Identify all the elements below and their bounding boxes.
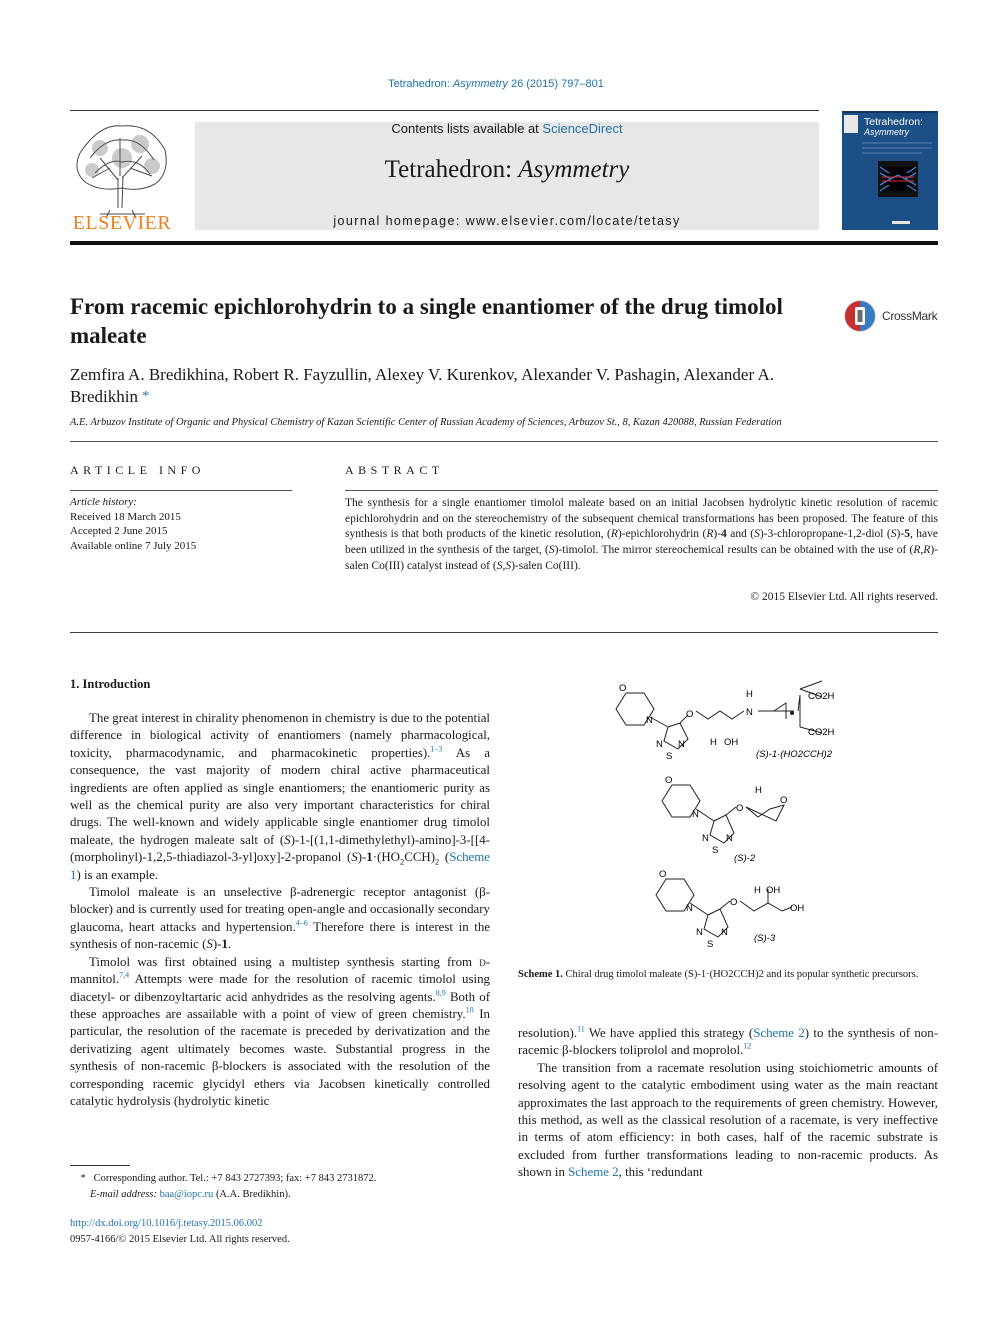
compound2-ring-N: N — [702, 833, 709, 844]
journal-cover[interactable] — [842, 111, 938, 230]
paper-title: From racemic epichlorohydrin to a single enantiomer of the drug timolol maleate — [70, 294, 783, 348]
corresponding-author-note: Corresponding author. Tel.: +7 843 2727393; fax: +7 843 2731872. — [93, 1173, 377, 1184]
journal-title — [195, 156, 819, 184]
compound2-atom-N: N — [692, 809, 699, 820]
author-list — [70, 364, 830, 408]
email-link[interactable]: baa@iopc.ru — [159, 1188, 214, 1200]
corresponding-author-mark[interactable]: * — [142, 389, 150, 404]
cover-title: Tetrahedron: — [864, 116, 923, 128]
compound1-nh-N: N — [746, 707, 753, 718]
compound2-epoxide-O: O — [780, 795, 788, 806]
compound1-ring-N: N — [656, 739, 663, 750]
body-rule — [70, 632, 938, 633]
elsevier-logo — [70, 118, 174, 236]
compound2-atom-O: O — [665, 775, 673, 786]
article-info-rule — [70, 490, 292, 491]
online-date: Available online 7 July 2015 — [70, 539, 197, 552]
article-history — [70, 495, 300, 553]
co2h-top-label: CO2H — [808, 691, 835, 702]
sciencedirect-link[interactable]: ScienceDirect — [542, 121, 623, 136]
compound2-atom-H: H — [755, 785, 762, 796]
intro-paragraph: The great interest in chirality phenomenon in chemistry is due to the potential difference in biological activity of enantiomers (namely pharmacological, toxicity, pharmacodynamic, and pharmacokinetic properties).$^{1-3}$ As a consequence, the vast majority of modern chiral active pharmaceutical ingredients are often applied as single enantiomers; the enantiomeric purity as well as the chemical purity are also very important characteristics for chiral drugs. The well-known and widely applicable single enantiomer drug timolol maleate, the hydrogen maleate salt of (S)-1-[(1,1-dimethylethyl)-amino]-3-[[4-(morpholinyl)-1,2,5-thiadiazol-3-yl]oxy]-2-propanol $(S)-1\cdot(HO_2CCH)_2$ (Scheme 1) is an example. — [70, 711, 490, 882]
body-paragraph: resolution).$^{11}$ We have applied this strategy (Scheme 2) to the synthesis of non-racemic β-blockers toliprolol and moprolol.$^{12}$ — [518, 1024, 938, 1058]
compound2-ether-O: O — [736, 803, 744, 814]
section-heading-introduction: 1. Introduction — [70, 677, 151, 691]
compound1-atom-H: H — [710, 737, 717, 748]
compound3-atom-S: S — [707, 939, 714, 950]
abstract-copyright: © 2015 Elsevier Ltd. All rights reserved. — [750, 591, 938, 603]
journal-citation[interactable] — [0, 78, 992, 90]
compound3-ring-N2: N — [721, 927, 728, 938]
intro-paragraph: Timolol maleate is an unselective β-adrenergic receptor antagonist (β-blocker) and is currently used for treating open-angle and occasionally secondary glaucoma, heart attacks and hypertension.$^{4-6}$ Therefore there is interest in the synthesis of non-racemic (S)-1. — [70, 885, 490, 952]
compound2-label: (S)-2 — [734, 853, 756, 864]
compound3-atom-O: O — [659, 869, 667, 880]
elsevier-wordmark: ELSEVIER — [72, 212, 172, 234]
compound3-label: (S)-3 — [754, 933, 776, 944]
received-date: Received 18 March 2015 — [70, 510, 181, 523]
crossmark-label: CrossMark — [882, 309, 938, 323]
compound1-ether-O: O — [686, 709, 694, 720]
email-label: E-mail address: — [90, 1188, 157, 1200]
crossmark-icon — [843, 298, 879, 334]
footnote-rule — [70, 1165, 130, 1166]
journal-name: Tetrahedron: — [384, 156, 519, 183]
affiliation: A.E. Arbuzov Institute of Organic and Physical Chemistry of Kazan Scientific Center of Russian Academy of Sciences, Arbuzov St., 8, Kazan 420088, Russian Federation — [70, 417, 782, 428]
compound1-atom-S: S — [666, 751, 673, 762]
right-column-text — [518, 1025, 938, 1182]
compound3-terminal-OH: OH — [790, 903, 805, 914]
journal-homepage — [195, 214, 819, 228]
compound3-atom-OH: OH — [766, 885, 781, 896]
abstract-body: The synthesis for a single enantiomer timolol maleate based on an initial Jacobsen hydrolytic kinetic resolution of racemic epichlorohydrin and on the stereochemistry of the subsequent chemical transformations has been proposed. The feature of this synthesis is that both products of the kinetic resolution, (R)-epichlorohydrin (R)-4 and (S)-3-chloropropane-1,2-diol (S)-5, have been utilized in the synthesis of the target, (S)-timolol. The mirror stereochemical results can be obtained with the use of (R,R)-salen Co(III) catalyst instead of (S,S)-salen Co(III). — [345, 497, 938, 572]
compound1-atom-OH: OH — [724, 737, 739, 748]
email-owner: (A.A. Bredikhin). — [215, 1188, 291, 1200]
compound1-label: (S)-1·(HO2CCH)2 — [756, 749, 832, 760]
compound3-atom-N: N — [686, 903, 693, 914]
compound2-ring-N2: N — [726, 833, 733, 844]
compound1-atom-N: N — [646, 715, 653, 726]
abstract-heading: ABSTRACT — [345, 463, 444, 477]
contents-line — [195, 121, 819, 136]
compound1-ring-N2: N — [678, 739, 685, 750]
citation-volume-pages[interactable]: 26 (2015) 797–801 — [507, 78, 604, 90]
intro-paragraph: Timolol was first obtained using a multistep synthesis starting from d-mannitol.$^{7,4}$ Attempts were made for the resolution of racemic timolol using diacetyl- or dibenzoyltartaric acid anhydrides as the resolving agents.$^{8,9}$ Both of these approaches are assailable with a point of view of green chemistry.$^{10}$ In particular, the resolution of the racemate is preceded by derivatization and the derivatizing agent ultimately becomes waste. Substantial progress in the synthesis of non-racemic β-blockers is associated with the resolution of the corresponding racemic glycidyl ethers via Jacobsen kinetically controlled catalytic hydrolysis (hydrolytic kinetic — [70, 954, 490, 1108]
affiliation-rule — [70, 441, 938, 442]
compound1-nh-H: H — [746, 689, 753, 700]
article-info-heading: ARTICLE INFO — [70, 463, 205, 477]
authors-text: Zemfira A. Bredikhina, Robert R. Fayzullin, Alexey V. Kurenkov, Alexander V. Pashagin, Alexander A. Bredikhin — [70, 365, 774, 406]
journal-name-italic: Asymmetry — [518, 156, 630, 183]
issn-copyright: 0957-4166/© 2015 Elsevier Ltd. All rights reserved. — [70, 1233, 290, 1245]
doi-block — [70, 1216, 500, 1247]
compound1-atom-O: O — [619, 683, 627, 694]
co2h-bottom-label: CO2H — [808, 727, 835, 738]
footnote: * Corresponding author. Tel.: +7 843 2727393; fax: +7 843 2731872. E-mail address: baa@iopc.ru (A.A. Bredikhin). — [70, 1173, 377, 1200]
homepage-prefix: journal homepage: — [333, 214, 466, 228]
body-paragraph: The transition from a racemate resolution using stoichiometric amounts of resolving agent to the catalytic embodiment using water as the main reactant approximates the last approach to the requirements of green chemistry. However, this method, as well as the classical resolution of a racemate, is very ineffective in terms of atom efficiency: in both cases, half of the racemic substrate is excluded from further transformations leading to non-racemic products. As shown in Scheme 2, this ‘redundant — [518, 1060, 938, 1180]
cover-subtitle: Asymmetry — [864, 127, 909, 138]
left-column-text — [70, 710, 490, 1110]
scheme-1-figure — [518, 675, 938, 960]
scheme-1-caption — [518, 968, 938, 983]
header-rule — [70, 110, 819, 111]
scheme-caption-label: Scheme 1. — [518, 969, 563, 980]
compound3-ring-N: N — [696, 927, 703, 938]
crossmark-badge[interactable] — [843, 298, 943, 334]
homepage-url[interactable]: www.elsevier.com/locate/tetasy — [465, 214, 681, 228]
compound3-ether-O: O — [730, 897, 738, 908]
scheme-caption-text: Chiral drug timolol maleate (S)-1·(HO2CCH)2 and its popular synthetic precursors. — [562, 969, 919, 980]
citation-journal-italic[interactable]: Asymmetry — [452, 78, 508, 90]
compound3-atom-H: H — [754, 885, 761, 896]
compound2-atom-S: S — [712, 845, 719, 856]
history-label: Article history: — [70, 496, 137, 508]
abstract-rule — [345, 490, 938, 491]
citation-journal[interactable]: Tetrahedron: — [388, 78, 453, 90]
contents-prefix: Contents lists available at — [391, 121, 543, 136]
header-thick-rule — [70, 241, 938, 245]
doi-link[interactable]: http://dx.doi.org/10.1016/j.tetasy.2015.06.002 — [70, 1218, 263, 1229]
accepted-date: Accepted 2 June 2015 — [70, 525, 168, 538]
